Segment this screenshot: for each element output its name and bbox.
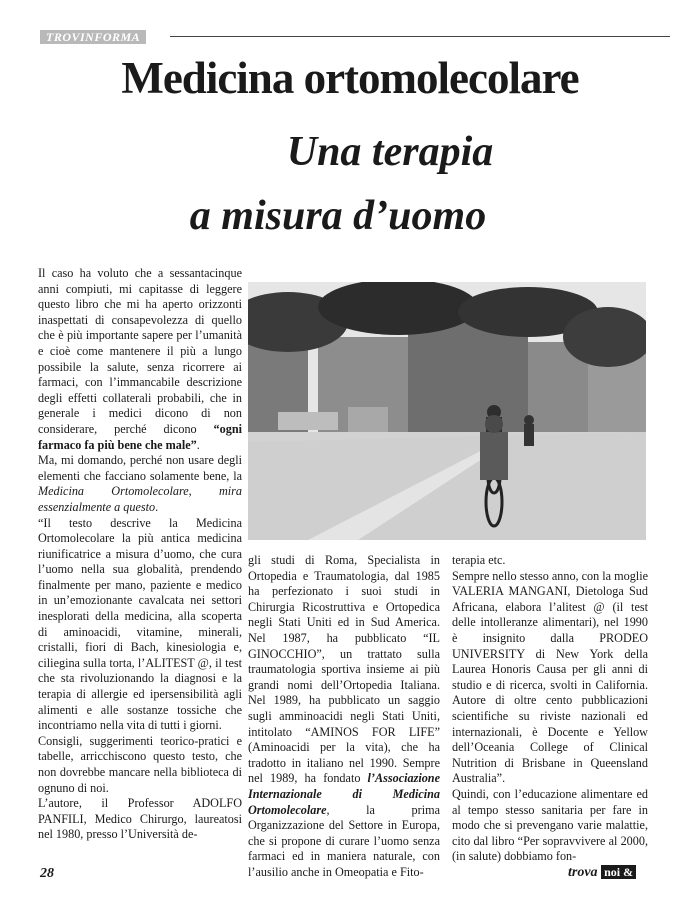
emphasis: Medicina Ortomolecolare, mira essenzialmente a questo	[38, 484, 242, 514]
article-title: Medicina ortomolecolare	[121, 53, 579, 103]
paragraph	[38, 453, 242, 515]
paragraph: “Il testo descrive la Medicina Ortomolecolare la più antica medicina riunificatrice a misura d’uomo, che cura l’uomo nella sua globalità, prendendo finalmente per mano, paziente e medico in un’emozionante cavalcata nei settori inesplorati della medicina, alla scoperta di aminoacidi, vitamine, minerali, cristalli, fiori di Bach, kinesiologia e, ciliegina sulla torta, l’ALITEST @, il test che sta rivoluzionando la diagnosi e la terapia di allergie ed ipersensibilità agli alimenti e alle sostanze tossiche che incontriamo nella vita di tutti i giorni.	[38, 515, 242, 733]
page-number: 28	[40, 866, 54, 881]
paragraph: Sempre nello stesso anno, con la moglie VALERIA MANGANI, Dietologa Sud Africana, elabora l’alitest @ (il test delle intolleranze alimentari), nel 1990 è insignito dalla PRODEO UNIVERSITY di New York della Laurea Honoris Causa per gli anni di studio e di ricerca, svolti in California. Autore di oltre cento pubblicazioni scientifiche su riviste nazionali ed internazionali, è Docente e Yellow dell’Oceania College of Clinical Nutrition di Brisbane in Queensland Australia”.	[452, 568, 648, 786]
paragraph: Quindi, con l’educazione alimentare ed al tempo stesso sanitaria per fare in modo che si prevengano varie malattie, cito dal libro “Per sopravvivere al 2000, (in salute) dobbiamo fon-	[452, 786, 648, 864]
text-column-1	[38, 266, 242, 843]
text: .	[155, 499, 159, 514]
paragraph	[248, 553, 440, 880]
logo-noi: noi &	[601, 865, 636, 879]
logo-trova: trova	[568, 865, 598, 880]
quote-bold: “ogni farmaco fa più bene che male”	[38, 421, 242, 452]
association-name: l’Associazione Internazionale di Medicina Ortomolecolare	[248, 771, 440, 817]
text-column-2	[248, 553, 440, 880]
text: , la prima Organizzazione del Settore in Europa, che si propone di curare l’uomo senza farmaci ed in maniera naturale, con l’ausilio anche in Omeopatia e Fito-	[248, 802, 440, 879]
magazine-logo	[568, 865, 636, 881]
rubric-rule	[170, 36, 670, 37]
article-subtitle-line1: Una terapia	[286, 129, 494, 175]
paragraph: terapia etc.	[452, 553, 506, 567]
text: Ma, mi domando, perché non usare degli elementi che facciano solamente bene, la	[38, 453, 242, 483]
text: .	[196, 437, 200, 452]
paragraph: Consigli, suggerimenti teorico-pratici e tabelle, arricchiscono questo testo, che non dovrebbe mancare nella biblioteca di ognuno di noi.	[38, 733, 242, 795]
article-subtitle-line2: a misura d’uomo	[189, 193, 487, 239]
paragraph: L’autore, il Professor ADOLFO PANFILI, Medico Chirurgo, laureatosi nel 1980, presso l’Università de-	[38, 796, 242, 842]
street-photo	[248, 282, 646, 540]
text-column-3	[452, 553, 648, 865]
text: gli studi di Roma, Specialista in Ortopedia e Traumatologia, dal 1985 ha perfezionato i suoi studi in Chirurgia Ricostruttiva e Ortopedica negli Stati Uniti ed in Sud America. Nel 1987, ha pubblicato “IL GINOCCHIO”, un trattato sulla traumatologia sportiva insieme ai più grandi nomi dell’Ortopedia Italiana. Nel 1989, ha pubblicato un saggio sugli amminoacidi negli Stati Uniti, intitolato “AMINOS FOR LIFE” (Aminoacidi per la vita), che ha tradotto in italiano nel 1990. Sempre nel 1989, ha fondato	[248, 553, 440, 786]
text: Il caso ha voluto che a sessantacinque anni compiuti, mi capitasse di leggere questo libro che mi ha aperto orizzonti inaspettati di consapevolezza di quello che è più importante sapere per l’umanità e cioè come mantenere il più a lungo possibile la salute, senza ricorrere ai farmaci, con l’immancabile descrizione degli effetti collaterali probabili, che in generale i medici dicono di non considerare, perché dicono	[38, 266, 242, 436]
paragraph	[38, 266, 242, 453]
section-rubric: TROVINFORMA	[40, 30, 146, 44]
